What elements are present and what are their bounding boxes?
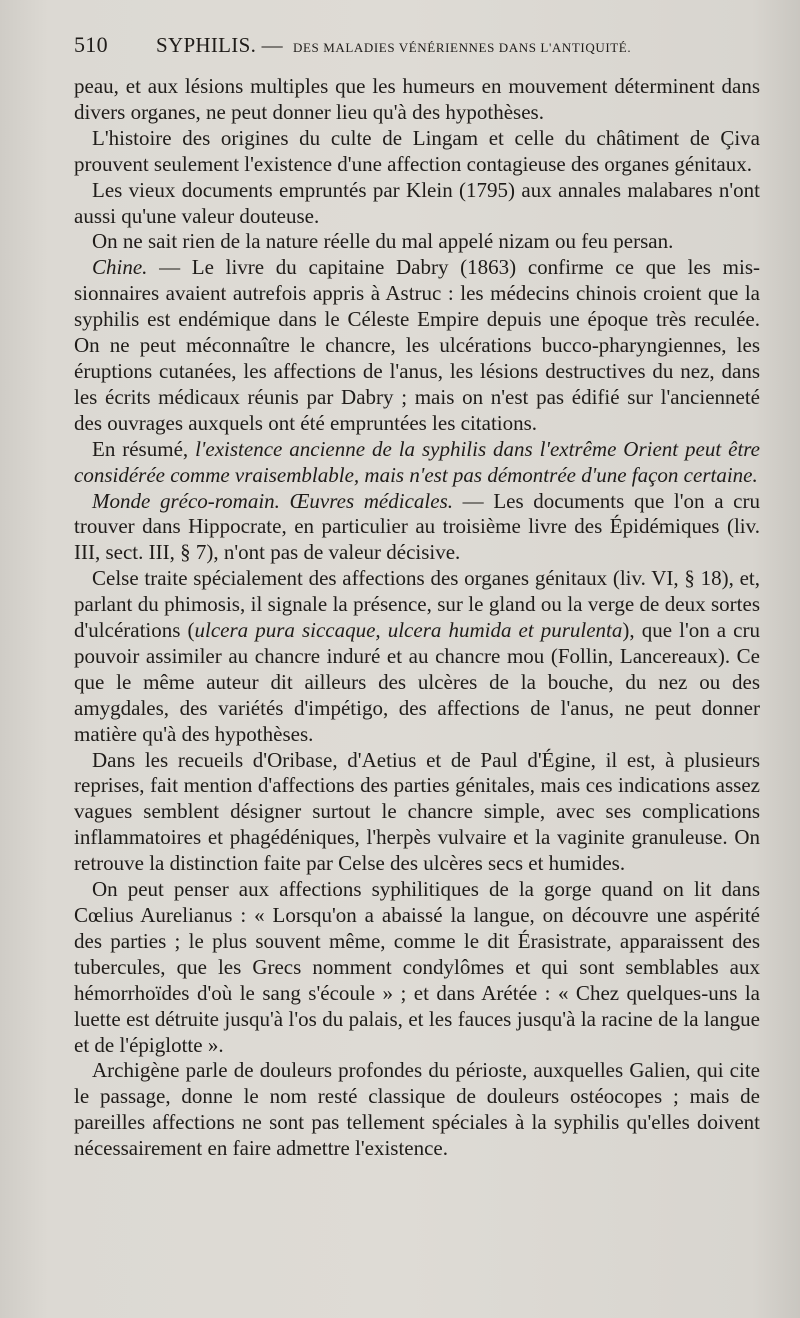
paragraph: L'histoire des origines du culte de Lingam et celle du châtiment de Çiva prouvent seulement l'existence d'une affection contagieuse des organes génitaux. xyxy=(74,125,760,176)
paragraph: On ne sait rien de la nature réelle du mal appelé nizam ou feu persan. xyxy=(92,229,674,254)
paragraph-monde-greco-romain: Monde gréco-romain. Œuvres médicales. — Les documents que l'on a cru trouver dans Hippocrate, en particulier au troisième livre des Épidémiques (liv. III, sect. III, § 7), n'ont pas de valeur décisive. xyxy=(74,488,760,565)
paragraph-resume: En résumé, l'existence ancienne de la syphilis dans l'extrême Orient peut être considérée comme vraisemblable, mais n'est pas démontrée d'une façon certaine. xyxy=(74,436,760,487)
page-number: 510 xyxy=(74,32,108,57)
section-lead: Chine. xyxy=(92,255,148,280)
paragraph: Celse traite spécialement des affections des organes génitaux (liv. VI, § 18), et, parlant du phimosis, il signale la présence, sur le gland ou la verge de deux sortes d'ulcérations (ulcera pura siccaque, ulcera humida et purulenta), que l'on a cru pouvoir assimiler au chancre induré et au chancre mou (Follin, Lancereaux). Ce que le même auteur dit ailleurs des ulcères de la bouche, du nez ou des amygdales, des variétés d'impétigo, des affections de l'anus, ne peut donner matière qu'à des hypothèses. xyxy=(74,566,760,746)
paragraph-chine: Chine. — Le livre du capitaine Dabry (1863) confirme ce que les missionnaires avaient autrefois appris à Astruc : les médecins chinois croient que la syphilis est endémique dans le Céleste Empire depuis une époque très reculée. On ne peut méconnaître le chancre, les ulcérations bucco-pharyngiennes, les éruptions cutanées, les affections de l'anus, les lésions destructives du nez, dans les écrits médicaux réunis par Dabry ; mais on n'est pas édifié sur l'ancienneté des ouvrages auxquels ont été empruntées les citations. xyxy=(74,255,760,435)
paragraph: Dans les recueils d'Oribase, d'Aetius et de Paul d'Égine, il est, à plusieurs reprises, fait mention d'affections des parties génitales, mais ces indications assez vagues semblent désigner surtout le chancre simple, avec ses complications inflammatoires et phagédéniques, l'herpès vulvaire et la vaginite granuleuse. On retrouve la distinction faite par Celse des ulcères secs et humides. xyxy=(74,747,760,876)
paragraph: peau, et aux lésions multiples que les humeurs en mouvement déterminent dans divers organes, ne peut donner lieu qu'à des hypothèses. xyxy=(74,74,760,124)
running-header xyxy=(74,32,760,62)
running-subtitle: DES MALADIES VÉNÉRIENNES DANS L'ANTIQUITÉ. xyxy=(292,40,632,55)
paragraph: On peut penser aux affections syphilitiques de la gorge quand on lit dans Cœlius Aurelianus : « Lorsqu'on a abaissé la langue, on découvre une aspérité des parties ; le plus souvent même, comme le dit Érasistrate, apparaissent des tubercules, que les Grecs nomment condylômes et qui sont semblables aux hémorrhoïdes d'où le sang s'écoule » ; et dans Arétée : « Chez quelques-uns la luette est détruite jusqu'à l'os du palais, et les fauces jusqu'à la racine de la langue et de l'épiglotte ». xyxy=(74,877,760,1057)
paragraph: Les vieux documents empruntés par Klein (1795) aux annales malabares n'ont aussi qu'une valeur douteuse. xyxy=(74,177,760,228)
paragraph: Archigène parle de douleurs profondes du périoste, auxquelles Galien, qui cite le passage, donne le nom resté classique de douleurs ostéocopes ; mais de pareilles affections ne sont pas tellement spéciales à la syphilis qu'elles doivent nécessairement en faire admettre l'existence. xyxy=(74,1058,760,1161)
body-text xyxy=(74,74,760,1162)
running-title: SYPHILIS. — xyxy=(156,33,283,57)
section-lead: Monde gréco-romain. Œuvres médicales. xyxy=(92,488,453,513)
